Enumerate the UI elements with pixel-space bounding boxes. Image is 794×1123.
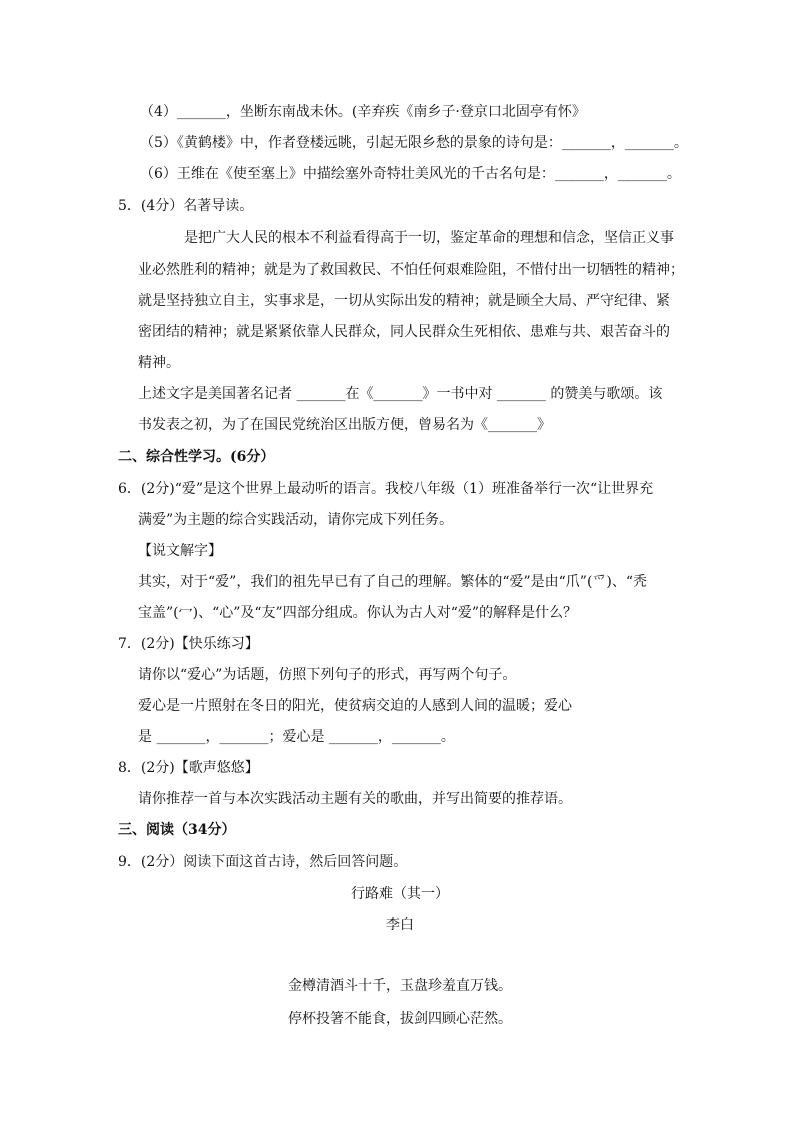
- q7-line-3: 是 _______，_______；爱心是 _______，_______。: [138, 729, 455, 745]
- q5-para-line-1: 是把广大人民的根本不利益看得高于一切，鉴定革命的理想和信念，坚信正义事: [184, 230, 674, 246]
- q5-header: 5．(4分）名著导读。: [118, 198, 254, 214]
- poem-title: 行路难（其一）: [351, 886, 449, 902]
- q5-para-line-4: 密团结的精神；就是紧紧依靠人民群众，同人民群众生死相依、患难与共、艰苦奋斗的: [138, 324, 670, 340]
- q4-item4: （4）_______，坐断东南战未休。(辛弃疾《南乡子·登京口北固亭有怀》: [140, 104, 586, 120]
- q6-line-2: 满爱”为主题的综合实践活动，请你完成下列任务。: [138, 512, 454, 528]
- section-3-title: 三、阅读（34分）: [118, 822, 236, 838]
- q8-header: 8．(2分)【歌声悠悠】: [118, 760, 259, 776]
- q6-line-1: 6．(2分)“爱”是这个世界上最动听的语言。我校八年级（1）班准备举行一次“让世界充: [118, 481, 654, 497]
- poem-verse-2: 停杯投箸不能食，拔剑四顾心茫然。: [288, 1011, 512, 1027]
- poem-verse-1: 金樽清酒斗十千，玉盘珍羞直万钱。: [288, 978, 512, 994]
- q5-para-line-2: 业必然胜利的精神；就是为了救国救民、不怕任何艰难险阻，不惜付出一切牺牲的精神；: [138, 262, 684, 278]
- q7-line-2: 爱心是一片照射在冬日的阳光，使贫病交迫的人感到人间的温暖；爱心: [138, 698, 572, 714]
- q5-para-line-5: 精神。: [138, 355, 180, 371]
- section-2-title: 二、综合性学习。(6分）: [118, 449, 275, 465]
- q6-line-4: 宝盖”(冖)、“心”及“友”四部分组成。你认为古人对“爱”的解释是什么？: [138, 605, 578, 621]
- q7-header: 7．(2分)【快乐练习】: [118, 636, 259, 652]
- q6-tag: 【说文解字】: [138, 543, 222, 559]
- q4-item5: （5）《黄鹤楼》中，作者登楼远眺，引起无限乡愁的景象的诗句是：_______，_______。: [140, 135, 688, 151]
- q5-para-line-3: 就是坚持独立自主，实事求是，一切从实际出发的精神；就是顾全大局、严守纪律、紧: [138, 293, 670, 309]
- q5-question-line-2: 书发表之初，为了在国民党统治区出版方便，曾易名为《_______》: [138, 417, 551, 433]
- q4-item6: （6）王维在《使至塞上》中描绘塞外奇特壮美风光的千古名句是：_______，_______。: [140, 166, 681, 182]
- poem-author: 李白: [386, 917, 414, 933]
- q8-line-1: 请你推荐一首与本次实践活动主题有关的歌曲，并写出简要的推荐语。: [138, 791, 572, 807]
- q5-question-line-1: 上述文字是美国著名记者 _______在《_______》一书中对 _______ 的赞美与歌颂。该: [138, 386, 663, 402]
- q6-line-3: 其实，对于“爱”，我们的祖先早已有了自己的理解。繁体的“爱”是由“爪”(爫)、“秃: [138, 574, 648, 590]
- q7-line-1: 请你以“爱心”为话题，仿照下列句子的形式，再写两个句子。: [138, 667, 517, 683]
- q9-header: 9．(2分）阅读下面这首古诗，然后回答问题。: [118, 854, 408, 870]
